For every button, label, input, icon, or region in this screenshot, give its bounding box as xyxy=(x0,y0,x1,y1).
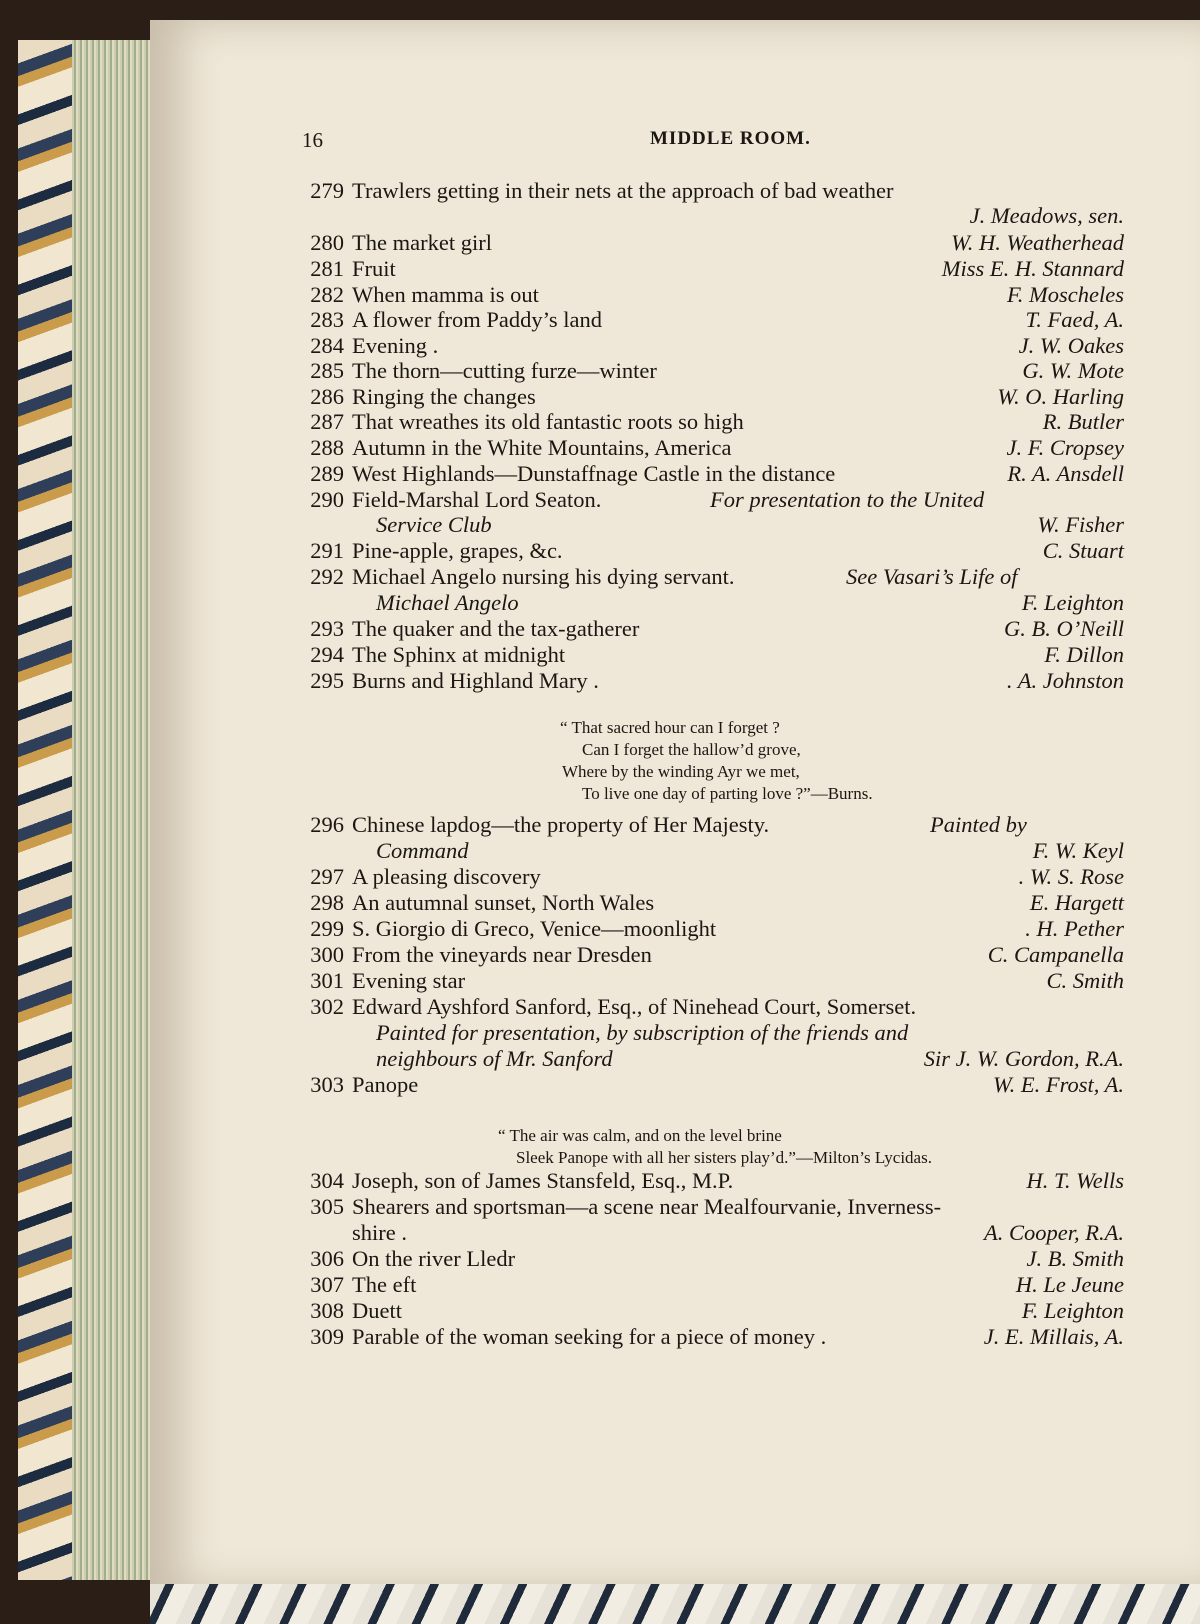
catalogue-number: 304 xyxy=(310,1168,344,1193)
catalogue-line xyxy=(0,590,1200,616)
catalogue-number: 303 xyxy=(310,1072,344,1097)
catalogue-number: 283 xyxy=(310,307,344,332)
quote-line: “ The air was calm, and on the level brine xyxy=(498,1126,782,1145)
catalogue-number: 279 xyxy=(310,178,344,203)
catalogue-number: 302 xyxy=(310,994,344,1019)
artwork-title: Burns and Highland Mary . xyxy=(352,668,599,693)
artist-name: T. Faed, A. xyxy=(1025,307,1124,332)
catalogue-line xyxy=(0,968,1200,994)
catalogue-number: 308 xyxy=(310,1298,344,1323)
artist-name: J. E. Millais, A. xyxy=(983,1324,1124,1349)
artwork-title: neighbours of Mr. Sanford xyxy=(376,1046,613,1071)
artwork-title: The thorn—cutting furze—winter xyxy=(352,358,657,383)
artwork-title: Command xyxy=(376,838,469,863)
catalogue-line xyxy=(0,1272,1200,1298)
artist-name: F. Leighton xyxy=(1021,1298,1124,1323)
catalogue-line xyxy=(0,307,1200,333)
artist-name: R. A. Ansdell xyxy=(1007,461,1124,486)
catalogue-line xyxy=(0,282,1200,308)
artist-name: W. O. Harling xyxy=(997,384,1124,409)
catalogue-line xyxy=(0,538,1200,564)
artist-name: . W. S. Rose xyxy=(1018,864,1124,889)
artist-name: C. Stuart xyxy=(1042,538,1124,563)
catalogue-line xyxy=(0,1046,1200,1072)
artist-name: J. W. Oakes xyxy=(1018,333,1124,358)
catalogue-line xyxy=(0,435,1200,461)
catalogue-line xyxy=(0,1020,1200,1046)
catalogue-number: 289 xyxy=(310,461,344,486)
catalogue-number: 284 xyxy=(310,333,344,358)
catalogue-line xyxy=(0,512,1200,538)
artwork-title: A pleasing discovery xyxy=(352,864,541,889)
artist-name: F. Dillon xyxy=(1044,642,1124,667)
catalogue-number: 301 xyxy=(310,968,344,993)
artwork-title: An autumnal sunset, North Wales xyxy=(352,890,655,915)
artwork-title: From the vineyards near Dresden xyxy=(352,942,652,967)
artwork-title: shire . xyxy=(352,1220,407,1245)
artwork-title: Panope xyxy=(352,1072,419,1097)
quote-line: “ That sacred hour can I forget ? xyxy=(560,718,780,737)
catalogue-number: 290 xyxy=(310,487,344,512)
artist-name: G. W. Mote xyxy=(1022,358,1124,383)
quote-line: To live one day of parting love ?”—Burns. xyxy=(582,784,873,803)
catalogue-line xyxy=(0,487,1200,513)
catalogue-number: 293 xyxy=(310,616,344,641)
artwork-title: Joseph, son of James Stansfeld, Esq., M.P. xyxy=(352,1168,734,1193)
catalogue-number: 305 xyxy=(310,1194,344,1219)
artist-name: F. W. Keyl xyxy=(1032,838,1124,863)
artist-name: F. Moscheles xyxy=(1006,282,1124,307)
artwork-title: West Highlands—Dunstaffnage Castle in the distance xyxy=(352,461,836,486)
catalogue-line xyxy=(0,994,1200,1020)
catalogue-line xyxy=(0,890,1200,916)
artwork-title: Michael Angelo xyxy=(376,590,519,615)
catalogue-line xyxy=(0,1324,1200,1350)
artwork-title: Chinese lapdog—the property of Her Majesty. xyxy=(352,812,770,837)
artist-name: H. T. Wells xyxy=(1026,1168,1124,1193)
entry-note: See Vasari’s Life of xyxy=(846,564,1018,589)
catalogue-line xyxy=(0,1298,1200,1324)
catalogue-number: 297 xyxy=(310,864,344,889)
catalogue-line xyxy=(0,1220,1200,1246)
catalogue-line xyxy=(0,409,1200,435)
catalogue-line xyxy=(0,333,1200,359)
artist-name: J. Meadows, sen. xyxy=(969,203,1124,228)
artist-name: . H. Pether xyxy=(1025,916,1124,941)
catalogue-number: 285 xyxy=(310,358,344,383)
catalogue-number: 280 xyxy=(310,230,344,255)
catalogue-number: 291 xyxy=(310,538,344,563)
artwork-title: Service Club xyxy=(376,512,492,537)
artwork-title: Duett xyxy=(352,1298,402,1323)
artwork-title: The quaker and the tax-gatherer xyxy=(352,616,640,641)
artist-name: G. B. O’Neill xyxy=(1004,616,1124,641)
artwork-title: Evening star xyxy=(352,968,466,993)
artwork-title: On the river Lledr xyxy=(352,1246,516,1271)
artist-name: W. E. Frost, A. xyxy=(992,1072,1124,1097)
catalogue-line xyxy=(0,256,1200,282)
catalogue-number: 292 xyxy=(310,564,344,589)
artwork-title: That wreathes its old fantastic roots so high xyxy=(352,409,744,434)
entry-note: For presentation to the United xyxy=(710,487,985,512)
catalogue-line xyxy=(0,642,1200,668)
artwork-title: S. Giorgio di Greco, Venice—moonlight xyxy=(352,916,717,941)
catalogue-number: 288 xyxy=(310,435,344,460)
artwork-title: The eft xyxy=(352,1272,417,1297)
artwork-title: Michael Angelo nursing his dying servant. xyxy=(352,564,735,589)
catalogue-line xyxy=(0,864,1200,890)
catalogue-line xyxy=(0,230,1200,256)
catalogue-line xyxy=(0,1194,1200,1220)
page-number: 16 xyxy=(302,128,323,152)
artwork-title: The market girl xyxy=(352,230,492,255)
catalogue-number: 282 xyxy=(310,282,344,307)
catalogue-line xyxy=(0,812,1200,838)
running-title: MIDDLE ROOM. xyxy=(650,128,811,149)
catalogue-number: 294 xyxy=(310,642,344,667)
artwork-title: Pine-apple, grapes, &c. xyxy=(352,538,563,563)
catalogue-number: 281 xyxy=(310,256,344,281)
artwork-title: Evening . xyxy=(352,333,439,358)
catalogue-line xyxy=(0,916,1200,942)
catalogue-line xyxy=(0,178,1200,204)
quote-line: Sleek Panope with all her sisters play’d.”—Milton’s Lycidas. xyxy=(516,1148,932,1167)
catalogue-number: 295 xyxy=(310,668,344,693)
artist-name: E. Hargett xyxy=(1029,890,1124,915)
artist-name: Sir J. W. Gordon, R.A. xyxy=(923,1046,1124,1071)
catalogue-line xyxy=(0,384,1200,410)
artist-name: A. Cooper, R.A. xyxy=(984,1220,1124,1245)
catalogue-line xyxy=(0,358,1200,384)
artist-name: R. Butler xyxy=(1042,409,1124,434)
artwork-title: Field-Marshal Lord Seaton. xyxy=(352,487,602,512)
quote-line: Can I forget the hallow’d grove, xyxy=(582,740,801,759)
catalogue-number: 287 xyxy=(310,409,344,434)
artist-name: C. Smith xyxy=(1046,968,1124,993)
artist-name: H. Le Jeune xyxy=(1015,1272,1124,1297)
artist-name: W. H. Weatherhead xyxy=(951,230,1124,255)
catalogue-line xyxy=(0,668,1200,694)
artwork-title: Trawlers getting in their nets at the approach of bad weather xyxy=(352,178,894,203)
artwork-title: Painted for presentation, by subscription of the friends and xyxy=(376,1020,909,1045)
artist-name: C. Campanella xyxy=(987,942,1124,967)
catalogue-line xyxy=(0,942,1200,968)
catalogue-number: 307 xyxy=(310,1272,344,1297)
artwork-title: When mamma is out xyxy=(352,282,539,307)
catalogue-number: 309 xyxy=(310,1324,344,1349)
catalogue-number: 286 xyxy=(310,384,344,409)
marbled-bottom xyxy=(150,1584,1200,1624)
artwork-title: The Sphinx at midnight xyxy=(352,642,566,667)
catalogue-line xyxy=(0,616,1200,642)
artist-name: Miss E. H. Stannard xyxy=(941,256,1124,281)
catalogue-number: 300 xyxy=(310,942,344,967)
artwork-title: Parable of the woman seeking for a piece of money . xyxy=(352,1324,827,1349)
catalogue-line xyxy=(0,838,1200,864)
catalogue-line xyxy=(0,1168,1200,1194)
artwork-title: A flower from Paddy’s land xyxy=(352,307,602,332)
artwork-title: Autumn in the White Mountains, America xyxy=(352,435,732,460)
artwork-title: Shearers and sportsman—a scene near Mealfourvanie, Inverness- xyxy=(352,1194,942,1219)
artwork-title: Fruit xyxy=(352,256,396,281)
catalogue-number: 299 xyxy=(310,916,344,941)
entry-note: Painted by xyxy=(930,812,1027,837)
catalogue-line xyxy=(0,564,1200,590)
artist-name: J. F. Cropsey xyxy=(1006,435,1124,460)
artist-name: J. B. Smith xyxy=(1026,1246,1124,1271)
artwork-title: Edward Ayshford Sanford, Esq., of Ninehead Court, Somerset. xyxy=(352,994,917,1019)
catalogue-number: 296 xyxy=(310,812,344,837)
catalogue-line xyxy=(0,1246,1200,1272)
catalogue-number: 306 xyxy=(310,1246,344,1271)
artist-name: F. Leighton xyxy=(1021,590,1124,615)
catalogue-line xyxy=(0,1072,1200,1098)
catalogue-line xyxy=(0,203,1200,229)
catalogue-line xyxy=(0,461,1200,487)
artist-name: . A. Johnston xyxy=(1006,668,1124,693)
artwork-title: Ringing the changes xyxy=(352,384,536,409)
catalogue-number: 298 xyxy=(310,890,344,915)
artist-name: W. Fisher xyxy=(1037,512,1124,537)
quote-line: Where by the winding Ayr we met, xyxy=(562,762,800,781)
